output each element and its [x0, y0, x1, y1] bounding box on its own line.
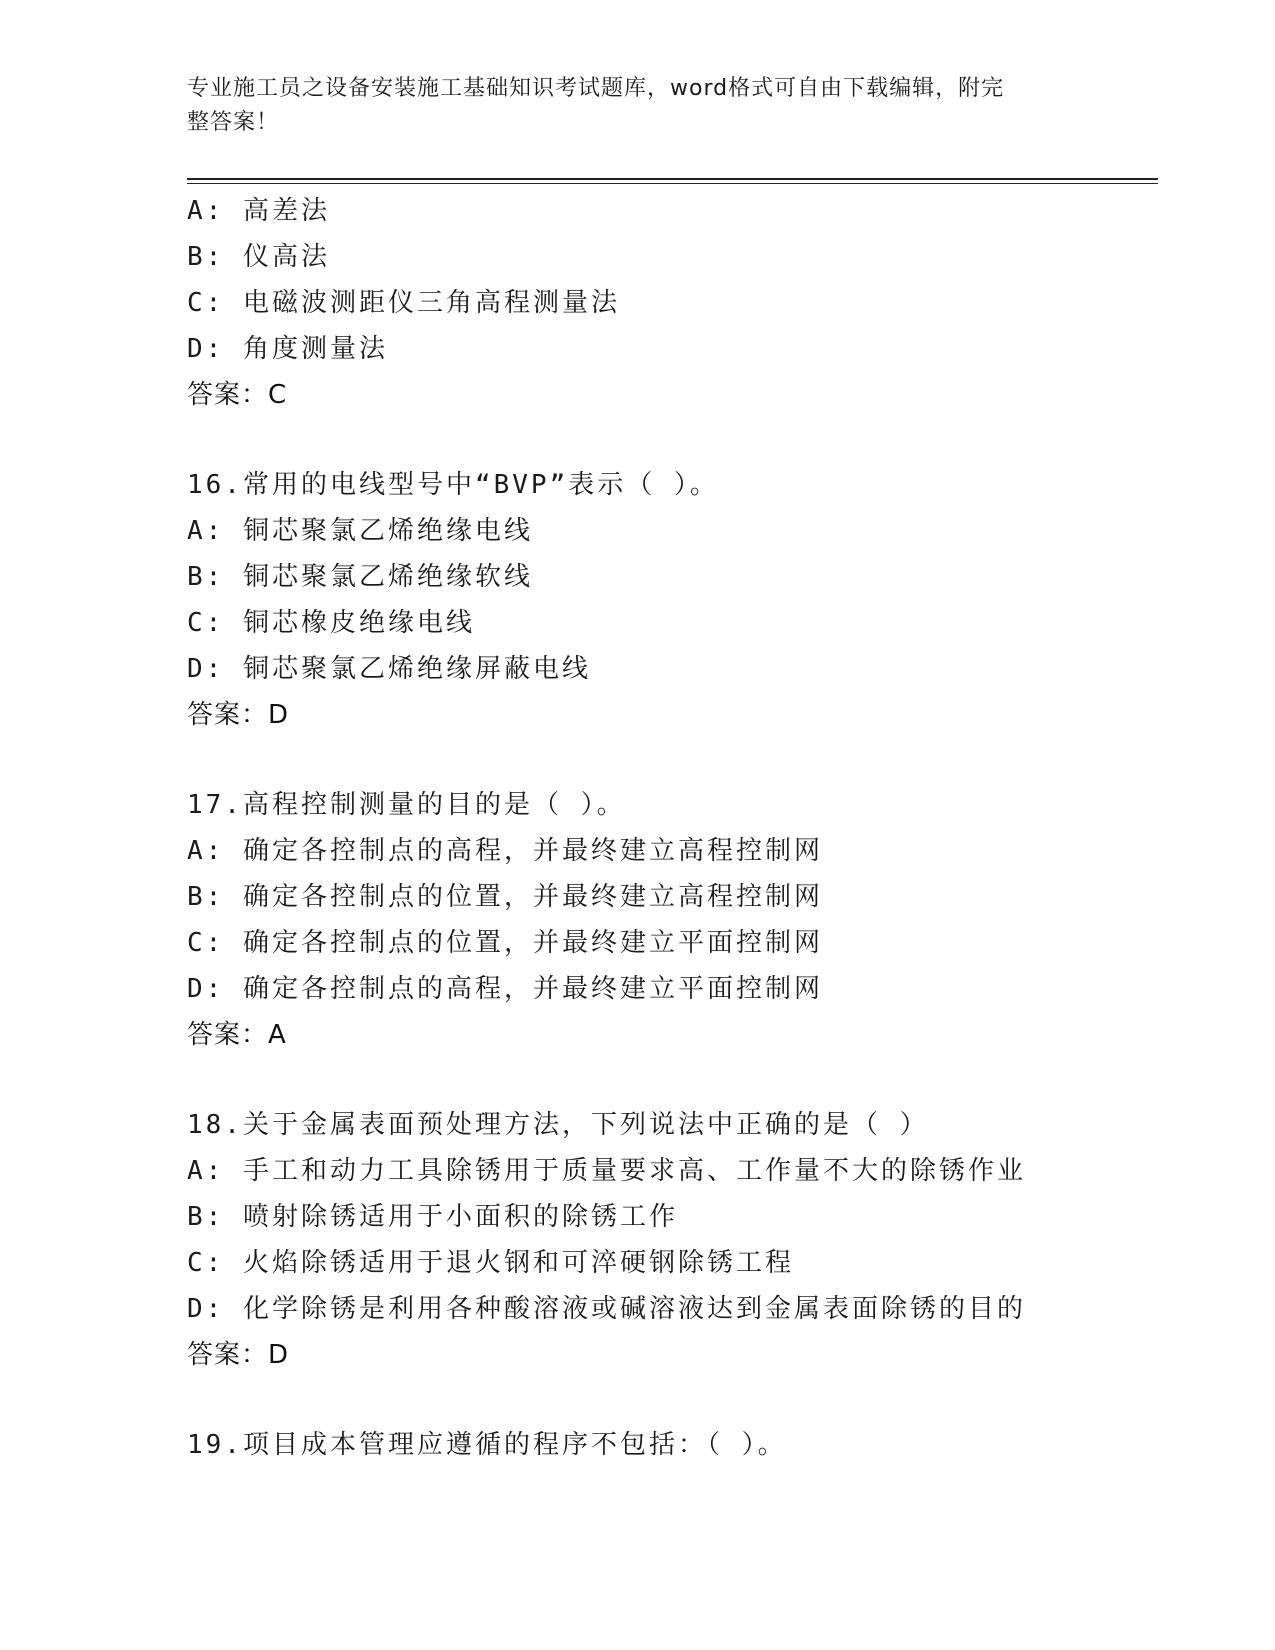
question-block-16	[187, 462, 1167, 738]
option-c: C: 火焰除锈适用于退火钢和可淬硬钢除锈工程	[187, 1248, 794, 1278]
answer-line: 答案：D	[187, 700, 290, 730]
question-title: 16.常用的电线型号中“BVP”表示（ ）。	[187, 470, 719, 500]
option-a: A: 手工和动力工具除锈用于质量要求高、工作量不大的除锈作业	[187, 1156, 1026, 1186]
option-b: B: 确定各控制点的位置，并最终建立高程控制网	[187, 882, 823, 912]
question-block-17	[187, 782, 1167, 1058]
header-divider-thin	[187, 183, 1158, 184]
option-b: B: 仪高法	[187, 242, 330, 272]
answer-line: 答案：A	[187, 1020, 287, 1050]
answer-line: 答案：D	[187, 1340, 290, 1370]
header-line-1: 专业施工员之设备安装施工基础知识考试题库，word格式可自由下载编辑，附完	[187, 76, 1005, 101]
spacer	[187, 1378, 1167, 1422]
option-a: A: 高差法	[187, 196, 330, 226]
header-divider-thick	[187, 178, 1158, 180]
option-d: D: 角度测量法	[187, 334, 388, 364]
option-c: C: 铜芯橡皮绝缘电线	[187, 608, 475, 638]
answer-line: 答案：C	[187, 380, 288, 410]
header-line-2: 整答案！	[187, 110, 280, 135]
question-title: 19.项目成本管理应遵循的程序不包括：（ ）。	[187, 1430, 787, 1460]
option-a: A: 铜芯聚氯乙烯绝缘电线	[187, 516, 533, 546]
option-c: C: 电磁波测距仪三角高程测量法	[187, 288, 620, 318]
spacer	[187, 738, 1167, 782]
option-d: D: 化学除锈是利用各种酸溶液或碱溶液达到金属表面除锈的目的	[187, 1294, 1026, 1324]
option-a: A: 确定各控制点的高程，并最终建立高程控制网	[187, 836, 823, 866]
spacer	[187, 418, 1167, 462]
option-c: C: 确定各控制点的位置，并最终建立平面控制网	[187, 928, 823, 958]
option-b: B: 铜芯聚氯乙烯绝缘软线	[187, 562, 533, 592]
spacer	[187, 1058, 1167, 1102]
question-title: 18.关于金属表面预处理方法，下列说法中正确的是（ ）	[187, 1110, 929, 1140]
option-d: D: 确定各控制点的高程，并最终建立平面控制网	[187, 974, 823, 1004]
question-block-15	[187, 188, 1167, 418]
question-block-18	[187, 1102, 1167, 1378]
document-header	[187, 72, 1067, 140]
option-b: B: 喷射除锈适用于小面积的除锈工作	[187, 1202, 678, 1232]
question-block-19	[187, 1422, 1167, 1468]
option-d: D: 铜芯聚氯乙烯绝缘屏蔽电线	[187, 654, 591, 684]
question-content	[187, 188, 1167, 1468]
question-title: 17.高程控制测量的目的是（ ）。	[187, 790, 626, 820]
